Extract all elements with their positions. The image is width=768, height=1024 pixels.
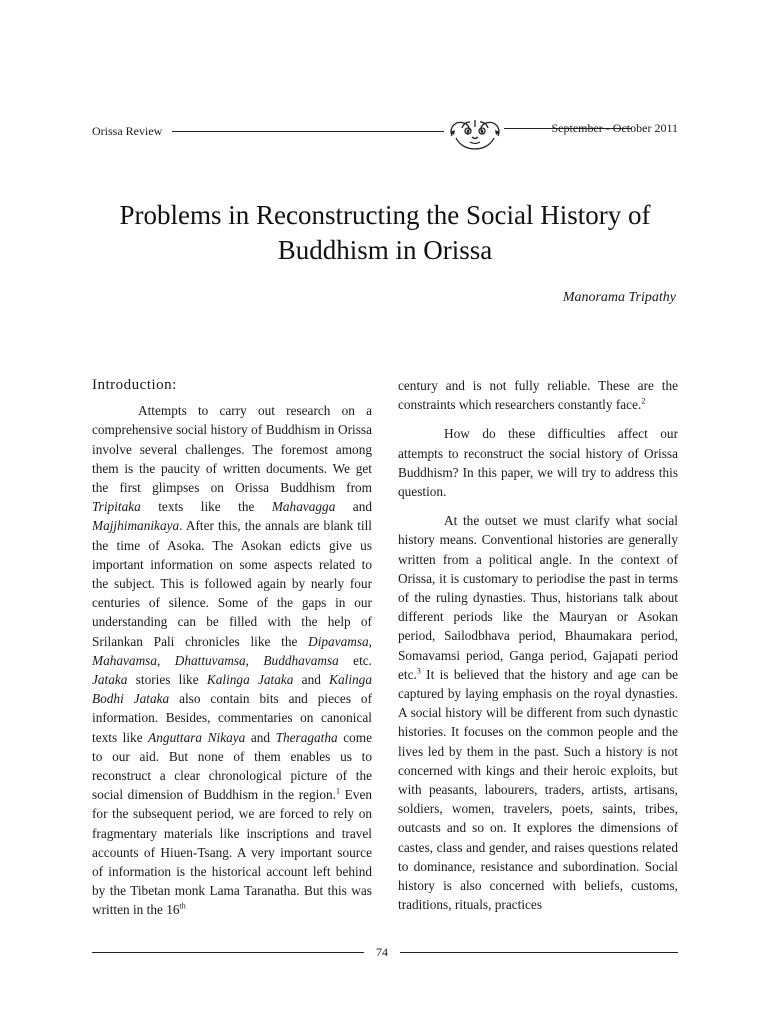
right-column [398,376,678,914]
page-footer [92,942,678,962]
page-number: 74 [376,945,388,959]
author-name: Manorama Tripathy [562,290,676,305]
footnote-ref: 1 [336,786,341,796]
footer-rule-right [400,952,678,953]
paragraph: Attempts to carry out research on a comprehensive social history of Buddhism in Orissa involve several challenges. The foremost among them is the paucity of written documents. We get the first glimpses on Orissa Buddhism from Tripitaka texts like the Mahavagga and Majjhimanikaya. After this, the annals are blank till the time of Asoka. The Asokan edicts give us important information on some aspects related to the subject. This is followed again by nearly four centuries of silence. Some of the gaps in our understanding can be filled with the help of Srilankan Pali chronicles like the Dipavamsa, Mahavamsa, Dhattuvamsa, Buddhavamsa etc. Jataka stories like Kalinga Jataka and Kalinga Bodhi Jataka also contain bits and pieces of information. Besides, commentaries on canonical texts like Anguttara Nikaya and Theragatha come to our aid. But none of them enables us to reconstruct a clear chronological picture of the social dimension of Buddhism in the region.$^1$ Even for the subsequent period, we are forced to rely on fragmentary materials like inscriptions and travel accounts of Hiuen-Tsang. A very important source of information is the historical account left behind by the Tibetan monk Lama Taranatha. But this was written in the 16th [92,403,373,918]
footer-rule-left [92,952,364,953]
left-column [92,376,372,920]
header-rule-left [172,131,444,132]
paragraph: At the outset we must clarify what social history means. Conventional histories are generally written from a political angle. In the context of Orissa, it is customary to periodise the past in terms of the ruling dynasties. Thus, historians talk about different periods like the Mauryan or Asokan period, Sailodbhava period, Bhaumakara period, Somavamsi period, Ganga period, Gajapati period etc.$^3$ It is believed that the history and age can be captured by laying emphasis on the royal dynasties. A social history will be different from such dynastic histories. It focuses on the common people and the lives led by them in the past. Such a history is not concerned with kings and their heroic exploits, but with peasants, labourers, traders, artists, artisans, soldiers, women, travelers, poets, saints, tribes, outcasts and so on. It explores the dimensions of castes, class and gender, and raises questions related to dominance, resistance and subordination. Social history is also concerned with beliefs, customs, traditions, rituals, practices [398,513,678,913]
decorative-emblem-icon [446,116,504,150]
section-heading: Introduction: [92,377,177,393]
footnote-ref: 2 [641,396,646,406]
paragraph: How do these difficulties affect our attempts to reconstruct the social history of Orissa Buddhism? In this paper, we will try to address this question. [398,426,678,500]
footnote-ref: 3 [416,666,421,676]
paragraph: century and is not fully reliable. These are the constraints which researchers constantly face.$^2$ [398,378,678,413]
article-title: Problems in Reconstructing the Social History of Buddhism in Orissa [119,200,651,265]
issue-date: September - October 2011 [551,121,678,135]
journal-name: Orissa Review [92,124,163,138]
running-header [92,118,678,148]
